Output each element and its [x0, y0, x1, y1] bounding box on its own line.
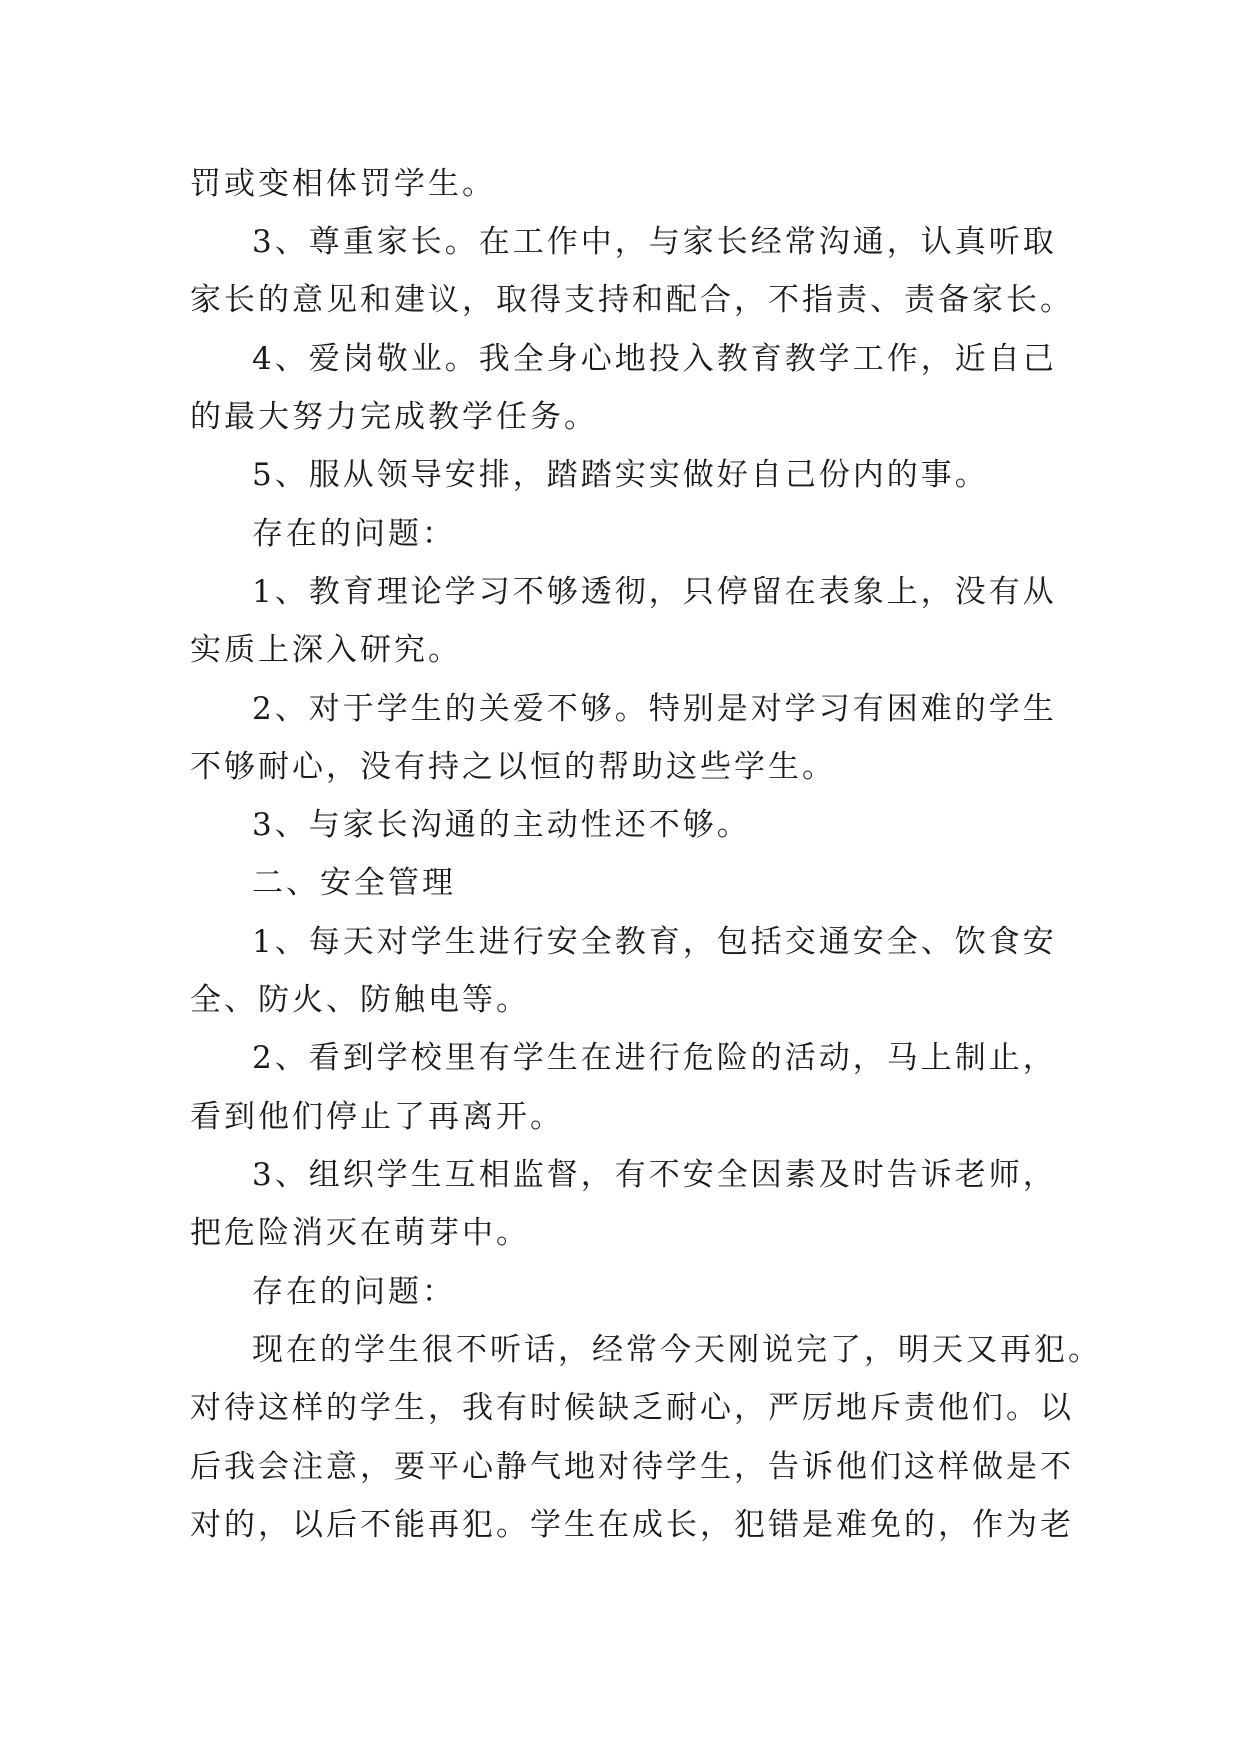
text-line: 现在的学生很不听话，经常今天刚说完了，明天又再犯。: [252, 1332, 1102, 1368]
text-line: 全、防火、防触电等。: [190, 982, 530, 1018]
text-line: 对的，以后不能再犯。学生在成长，犯错是难免的，作为老: [190, 1507, 1074, 1543]
section-subheading: 存在的问题：: [252, 516, 456, 552]
text-line: 3、组织学生互相监督，有不安全因素及时告诉老师，: [252, 1157, 1057, 1193]
text-line: 3、与家长沟通的主动性还不够。: [252, 807, 751, 843]
text-line: 2、看到学校里有学生在进行危险的活动，马上制止，: [252, 1040, 1057, 1076]
text-line: 把危险消灭在萌芽中。: [190, 1215, 530, 1251]
text-line: 的最大努力完成教学任务。: [190, 399, 598, 435]
text-line: 罚或变相体罚学生。: [190, 166, 496, 202]
section-heading: 二、安全管理: [252, 865, 456, 901]
text-line: 实质上深入研究。: [190, 632, 462, 668]
text-line: 3、尊重家长。在工作中，与家长经常沟通，认真听取: [252, 224, 1057, 260]
text-line: 1、每天对学生进行安全教育，包括交通安全、饮食安: [252, 924, 1057, 960]
text-line: 不够耐心，没有持之以恒的帮助这些学生。: [190, 749, 836, 785]
text-line: 后我会注意，要平心静气地对待学生，告诉他们这样做是不: [190, 1449, 1074, 1485]
text-line: 4、爱岗敬业。我全身心地投入教育教学工作，近自己: [252, 341, 1057, 377]
text-line: 1、教育理论学习不够透彻，只停留在表象上，没有从: [252, 574, 1057, 610]
section-subheading: 存在的问题：: [252, 1274, 456, 1310]
text-line: 5、服从领导安排，踏踏实实做好自己份内的事。: [252, 457, 989, 493]
text-line: 看到他们停止了再离开。: [190, 1099, 564, 1135]
text-line: 家长的意见和建议，取得支持和配合，不指责、责备家长。: [190, 282, 1074, 318]
text-line: 对待这样的学生，我有时候缺乏耐心，严厉地斥责他们。以: [190, 1390, 1074, 1426]
text-line: 2、对于学生的关爱不够。特别是对学习有困难的学生: [252, 691, 1057, 727]
